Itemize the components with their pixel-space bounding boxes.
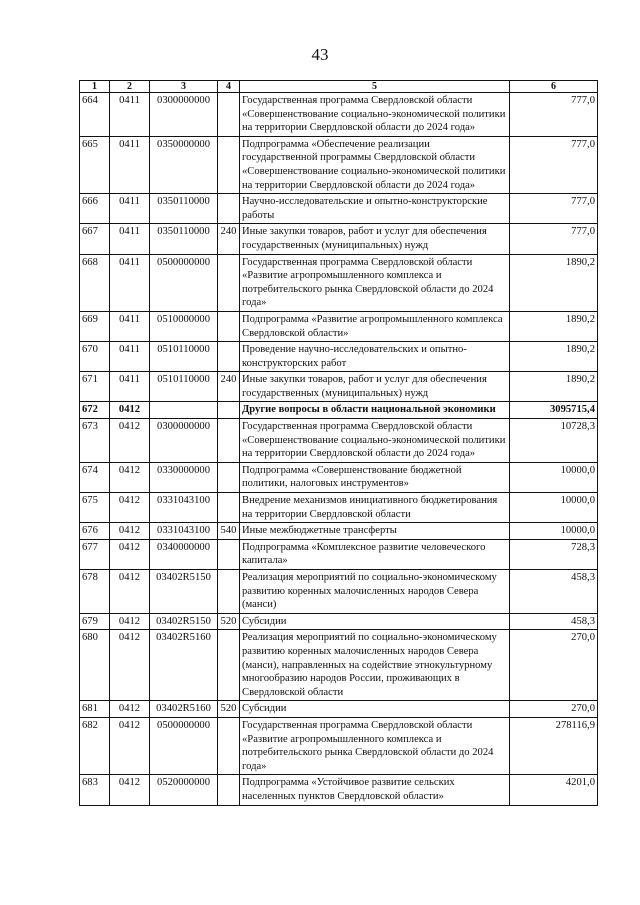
amount: 458,3 bbox=[510, 570, 598, 614]
amount: 270,0 bbox=[510, 701, 598, 718]
item-name: Государственная программа Свердловской области «Развитие агропромышленного комплекса и потребительского рынка Свердловской области до 2024 года» bbox=[240, 717, 510, 774]
section-code: 0412 bbox=[110, 701, 150, 718]
row-number: 677 bbox=[80, 539, 110, 569]
item-name: Иные закупки товаров, работ и услуг для обеспечения государственных (муниципальных) нужд bbox=[240, 224, 510, 254]
expense-type-code bbox=[218, 717, 240, 774]
amount: 777,0 bbox=[510, 93, 598, 137]
amount: 10000,0 bbox=[510, 523, 598, 540]
target-code: 0331043100 bbox=[150, 493, 218, 523]
section-code: 0411 bbox=[110, 136, 150, 193]
amount: 3095715,4 bbox=[510, 402, 598, 419]
section-code: 0411 bbox=[110, 372, 150, 402]
item-name: Иные закупки товаров, работ и услуг для обеспечения государственных (муниципальных) нужд bbox=[240, 372, 510, 402]
section-code: 0412 bbox=[110, 419, 150, 463]
amount: 1890,2 bbox=[510, 254, 598, 311]
row-number: 665 bbox=[80, 136, 110, 193]
header-col-6: 6 bbox=[510, 81, 598, 93]
target-code: 03402R5160 bbox=[150, 630, 218, 701]
table-row bbox=[80, 523, 598, 540]
row-number: 682 bbox=[80, 717, 110, 774]
expense-type-code bbox=[218, 630, 240, 701]
row-number: 675 bbox=[80, 493, 110, 523]
section-code: 0412 bbox=[110, 539, 150, 569]
section-code: 0412 bbox=[110, 570, 150, 614]
row-number: 673 bbox=[80, 419, 110, 463]
expense-type-code: 520 bbox=[218, 701, 240, 718]
item-name: Подпрограмма «Совершенствование бюджетной политики, налоговых инструментов» bbox=[240, 462, 510, 492]
expense-type-code bbox=[218, 775, 240, 805]
table-row bbox=[80, 372, 598, 402]
expense-type-code bbox=[218, 419, 240, 463]
expense-type-code bbox=[218, 570, 240, 614]
header-col-1: 1 bbox=[80, 81, 110, 93]
expense-type-code: 240 bbox=[218, 372, 240, 402]
item-name: Подпрограмма «Устойчивое развитие сельских населенных пунктов Свердловской области» bbox=[240, 775, 510, 805]
expense-type-code bbox=[218, 493, 240, 523]
row-number: 667 bbox=[80, 224, 110, 254]
expense-type-code bbox=[218, 402, 240, 419]
amount: 777,0 bbox=[510, 136, 598, 193]
expense-type-code bbox=[218, 311, 240, 341]
row-number: 681 bbox=[80, 701, 110, 718]
target-code: 0350000000 bbox=[150, 136, 218, 193]
section-code: 0411 bbox=[110, 311, 150, 341]
section-code: 0412 bbox=[110, 775, 150, 805]
table-body bbox=[80, 93, 598, 806]
section-code: 0412 bbox=[110, 630, 150, 701]
table-row bbox=[80, 93, 598, 137]
table-row bbox=[80, 775, 598, 805]
expense-type-code bbox=[218, 462, 240, 492]
expense-type-code bbox=[218, 342, 240, 372]
target-code: 0510000000 bbox=[150, 311, 218, 341]
target-code: 0350110000 bbox=[150, 224, 218, 254]
row-number: 672 bbox=[80, 402, 110, 419]
row-number: 678 bbox=[80, 570, 110, 614]
amount: 10000,0 bbox=[510, 493, 598, 523]
table-row bbox=[80, 254, 598, 311]
row-number: 666 bbox=[80, 194, 110, 224]
table-row bbox=[80, 402, 598, 419]
amount: 270,0 bbox=[510, 630, 598, 701]
target-code: 0330000000 bbox=[150, 462, 218, 492]
target-code: 0331043100 bbox=[150, 523, 218, 540]
target-code: 0300000000 bbox=[150, 93, 218, 137]
target-code: 0500000000 bbox=[150, 254, 218, 311]
expense-type-code bbox=[218, 136, 240, 193]
target-code: 0340000000 bbox=[150, 539, 218, 569]
section-code: 0412 bbox=[110, 462, 150, 492]
item-name: Научно-исследовательские и опытно-конструкторские работы bbox=[240, 194, 510, 224]
item-name: Проведение научно-исследовательских и опытно-конструкторских работ bbox=[240, 342, 510, 372]
table-row bbox=[80, 342, 598, 372]
amount: 728,3 bbox=[510, 539, 598, 569]
table-row bbox=[80, 462, 598, 492]
row-number: 668 bbox=[80, 254, 110, 311]
amount: 278116,9 bbox=[510, 717, 598, 774]
section-code: 0411 bbox=[110, 224, 150, 254]
header-col-4: 4 bbox=[218, 81, 240, 93]
table-row bbox=[80, 570, 598, 614]
table-header-row bbox=[80, 81, 598, 93]
target-code: 0510110000 bbox=[150, 342, 218, 372]
section-code: 0412 bbox=[110, 493, 150, 523]
expense-type-code: 520 bbox=[218, 613, 240, 630]
target-code: 0500000000 bbox=[150, 717, 218, 774]
section-code: 0411 bbox=[110, 93, 150, 137]
row-number: 680 bbox=[80, 630, 110, 701]
row-number: 683 bbox=[80, 775, 110, 805]
expense-type-code bbox=[218, 194, 240, 224]
budget-table bbox=[79, 80, 598, 806]
table-row bbox=[80, 419, 598, 463]
target-code: 0350110000 bbox=[150, 194, 218, 224]
amount: 1890,2 bbox=[510, 372, 598, 402]
amount: 10728,3 bbox=[510, 419, 598, 463]
item-name: Государственная программа Свердловской области «Развитие агропромышленного комплекса и потребительского рынка Свердловской области до 2024 года» bbox=[240, 254, 510, 311]
amount: 458,3 bbox=[510, 613, 598, 630]
row-number: 664 bbox=[80, 93, 110, 137]
target-code: 0510110000 bbox=[150, 372, 218, 402]
table-row bbox=[80, 493, 598, 523]
amount: 10000,0 bbox=[510, 462, 598, 492]
row-number: 674 bbox=[80, 462, 110, 492]
item-name: Подпрограмма «Комплексное развитие человеческого капитала» bbox=[240, 539, 510, 569]
target-code bbox=[150, 402, 218, 419]
item-name: Реализация мероприятий по социально-экономическому развитию коренных малочисленных народов Севера (манси) bbox=[240, 570, 510, 614]
row-number: 676 bbox=[80, 523, 110, 540]
amount: 1890,2 bbox=[510, 311, 598, 341]
target-code: 03402R5150 bbox=[150, 613, 218, 630]
page-number: 43 bbox=[311, 45, 329, 64]
table-row bbox=[80, 224, 598, 254]
amount: 4201,0 bbox=[510, 775, 598, 805]
section-code: 0412 bbox=[110, 402, 150, 419]
amount: 1890,2 bbox=[510, 342, 598, 372]
item-name: Другие вопросы в области национальной экономики bbox=[240, 402, 510, 419]
section-code: 0412 bbox=[110, 613, 150, 630]
row-number: 671 bbox=[80, 372, 110, 402]
table-row bbox=[80, 194, 598, 224]
table-row bbox=[80, 539, 598, 569]
header-col-3: 3 bbox=[150, 81, 218, 93]
section-code: 0412 bbox=[110, 717, 150, 774]
table-row bbox=[80, 136, 598, 193]
target-code: 03402R5150 bbox=[150, 570, 218, 614]
item-name: Государственная программа Свердловской области «Совершенствование социально-экономической политики на территории Свердловской области до 2024 года» bbox=[240, 419, 510, 463]
table-row bbox=[80, 701, 598, 718]
target-code: 03402R5160 bbox=[150, 701, 218, 718]
item-name: Реализация мероприятий по социально-экономическому развитию коренных малочисленных народов Севера (манси), направленных на содействие этнокультурному многообразию народов России, проживающих в Свердловской области bbox=[240, 630, 510, 701]
item-name: Государственная программа Свердловской области «Совершенствование социально-экономической политики на территории Свердловской области до 2024 года» bbox=[240, 93, 510, 137]
target-code: 0300000000 bbox=[150, 419, 218, 463]
expense-type-code: 540 bbox=[218, 523, 240, 540]
amount: 777,0 bbox=[510, 194, 598, 224]
expense-type-code bbox=[218, 539, 240, 569]
header-col-5: 5 bbox=[240, 81, 510, 93]
item-name: Субсидии bbox=[240, 701, 510, 718]
row-number: 669 bbox=[80, 311, 110, 341]
table-row bbox=[80, 630, 598, 701]
section-code: 0412 bbox=[110, 523, 150, 540]
expense-type-code bbox=[218, 93, 240, 137]
target-code: 0520000000 bbox=[150, 775, 218, 805]
expense-type-code: 240 bbox=[218, 224, 240, 254]
row-number: 679 bbox=[80, 613, 110, 630]
amount: 777,0 bbox=[510, 224, 598, 254]
row-number: 670 bbox=[80, 342, 110, 372]
section-code: 0411 bbox=[110, 194, 150, 224]
table-row bbox=[80, 717, 598, 774]
item-name: Иные межбюджетные трансферты bbox=[240, 523, 510, 540]
item-name: Субсидии bbox=[240, 613, 510, 630]
item-name: Внедрение механизмов инициативного бюджетирования на территории Свердловской области bbox=[240, 493, 510, 523]
header-col-2: 2 bbox=[110, 81, 150, 93]
section-code: 0411 bbox=[110, 254, 150, 311]
table-row bbox=[80, 311, 598, 341]
item-name: Подпрограмма «Развитие агропромышленного комплекса Свердловской области» bbox=[240, 311, 510, 341]
table-row bbox=[80, 613, 598, 630]
section-code: 0411 bbox=[110, 342, 150, 372]
item-name: Подпрограмма «Обеспечение реализации государственной программы Свердловской области «Совершенствование социально-экономической политики на территории Свердловской области до 2024 года» bbox=[240, 136, 510, 193]
expense-type-code bbox=[218, 254, 240, 311]
